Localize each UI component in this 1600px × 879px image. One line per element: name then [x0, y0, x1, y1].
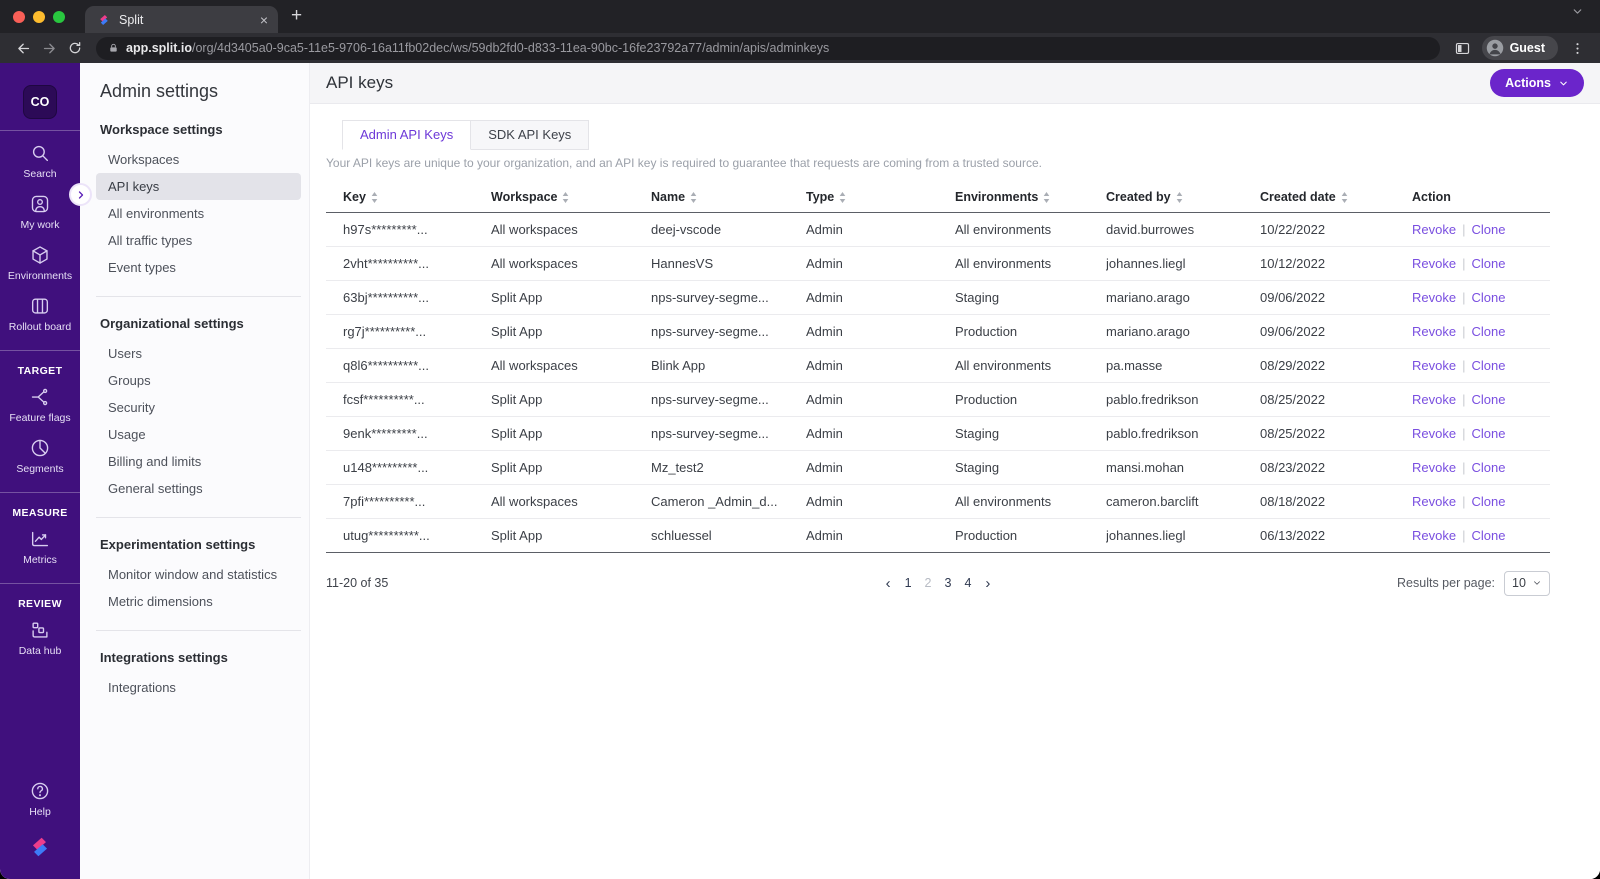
clone-link[interactable]: Clone	[1471, 290, 1506, 305]
browser-menu-kebab-icon[interactable]	[1564, 36, 1590, 60]
clone-link[interactable]: Clone	[1471, 256, 1506, 271]
macos-window-controls	[0, 11, 79, 33]
cell-created-by: david.burrowes	[1106, 222, 1195, 237]
settings-nav-divider	[96, 517, 301, 518]
sidebar-divider	[0, 130, 80, 131]
cell-environments: Production	[955, 324, 1018, 339]
cell-key: utug**********...	[343, 528, 430, 543]
cell-type: Admin	[806, 460, 843, 475]
cell-key: 9enk*********...	[343, 426, 428, 441]
cell-created-by: pablo.fredrikson	[1106, 392, 1199, 407]
cell-created-date: 08/23/2022	[1260, 460, 1326, 475]
sidebar-item-rollout-board[interactable]	[0, 288, 80, 339]
column-label: Created by	[1106, 190, 1171, 204]
lock-icon	[108, 42, 119, 54]
sidebar-item-label: Environments	[7, 270, 73, 282]
cell-type: Admin	[806, 494, 843, 509]
cell-action	[1412, 460, 1550, 475]
pager	[326, 576, 1550, 591]
split-logo[interactable]	[27, 834, 53, 865]
revoke-link[interactable]: Revoke	[1412, 222, 1457, 237]
clone-link[interactable]: Clone	[1471, 494, 1506, 509]
settings-nav-item-security[interactable]: Security	[108, 400, 155, 415]
column-label: Action	[1412, 190, 1451, 204]
actions-button-label: Actions	[1505, 76, 1551, 90]
settings-nav-item-users[interactable]: Users	[108, 346, 142, 361]
cell-key: h97s*********...	[343, 222, 428, 237]
page-header	[310, 63, 1600, 104]
column-label: Environments	[955, 190, 1039, 204]
cell-created-date: 08/25/2022	[1260, 392, 1326, 407]
action-separator: |	[1462, 392, 1466, 407]
cell-type: Admin	[806, 256, 843, 271]
cell-action	[1412, 222, 1550, 237]
browser-toolbar	[0, 33, 1600, 63]
api-keys-table	[326, 182, 1550, 553]
sidebar-item-label: My work	[20, 219, 60, 231]
cell-created-date: 09/06/2022	[1260, 324, 1326, 339]
table-row	[326, 383, 1550, 417]
results-per-page-value: 10	[1512, 576, 1526, 590]
split-app	[0, 63, 1600, 879]
sidebar-item-data-hub[interactable]	[0, 612, 80, 663]
browser-tab[interactable]	[85, 6, 278, 33]
settings-nav-item-all-traffic-types[interactable]: All traffic types	[108, 233, 193, 248]
cell-workspace: All workspaces	[491, 358, 578, 373]
cell-created-date: 08/18/2022	[1260, 494, 1326, 509]
settings-group-integrations-settings: Integrations settings	[100, 650, 228, 665]
cell-created-by: mansi.mohan	[1106, 460, 1185, 475]
cell-created-by: johannes.liegl	[1106, 256, 1186, 271]
column-label: Created date	[1260, 190, 1336, 204]
column-header-name[interactable]	[651, 190, 806, 204]
revoke-link[interactable]: Revoke	[1412, 460, 1457, 475]
tab-title: Split	[119, 12, 144, 27]
cell-environments: Production	[955, 392, 1018, 407]
cell-created-date: 10/22/2022	[1260, 222, 1326, 237]
cell-key: fcsf**********...	[343, 392, 425, 407]
table-row	[326, 417, 1550, 451]
browser-tabstrip	[0, 0, 1600, 33]
settings-group-organizational-settings: Organizational settings	[100, 316, 244, 331]
action-separator: |	[1462, 528, 1466, 543]
page-title: API keys	[326, 73, 394, 92]
my-work-icon	[29, 193, 51, 215]
forward-icon[interactable]	[36, 36, 62, 60]
cell-created-date: 10/12/2022	[1260, 256, 1326, 271]
settings-nav-title: Admin settings	[100, 81, 219, 101]
column-label: Workspace	[491, 190, 558, 204]
cell-created-by: mariano.arago	[1106, 290, 1190, 305]
settings-nav-item-billing-and-limits[interactable]: Billing and limits	[108, 454, 202, 469]
cell-action	[1412, 324, 1550, 339]
cell-created-by: pa.masse	[1106, 358, 1163, 373]
table-row	[326, 485, 1550, 519]
sidebar-item-label: Segments	[16, 463, 64, 475]
tab-admin-api-keys[interactable]: Admin API Keys	[342, 120, 471, 150]
cell-environments: All environments	[955, 358, 1052, 373]
settings-group-workspace-settings: Workspace settings	[100, 122, 223, 137]
revoke-link[interactable]: Revoke	[1412, 494, 1457, 509]
cell-type: Admin	[806, 324, 843, 339]
cell-action	[1412, 256, 1550, 271]
column-header-workspace[interactable]	[491, 190, 651, 204]
cell-key: rg7j**********...	[343, 324, 427, 339]
sidebar-item-search[interactable]	[0, 135, 80, 186]
cell-key: 2vht**********...	[343, 256, 429, 271]
settings-nav-groups	[80, 122, 309, 701]
api-keys-description: Your API keys are unique to your organization, and an API key is required to guarantee that requests are coming from a trusted source.	[326, 156, 1042, 170]
settings-nav-item-integrations[interactable]: Integrations	[108, 680, 176, 695]
table-row	[326, 315, 1550, 349]
cell-created-by: johannes.liegl	[1106, 528, 1186, 543]
settings-nav-item-api-keys[interactable]: API keys	[96, 173, 301, 200]
action-separator: |	[1462, 222, 1466, 237]
clone-link[interactable]: Clone	[1471, 222, 1506, 237]
results-per-page	[1397, 571, 1550, 596]
settings-nav-item-general-settings[interactable]: General settings	[108, 481, 203, 496]
side-panel-icon[interactable]	[1450, 36, 1476, 60]
revoke-link[interactable]: Revoke	[1412, 290, 1457, 305]
cell-workspace: Split App	[491, 426, 543, 441]
results-range-label: 11-20 of 35	[326, 576, 389, 590]
cell-environments: Staging	[955, 460, 1000, 475]
revoke-link[interactable]: Revoke	[1412, 392, 1457, 407]
table-row	[326, 281, 1550, 315]
sidebar-section-review: REVIEW	[18, 598, 62, 610]
admin-settings-nav	[80, 63, 310, 879]
cell-type: Admin	[806, 358, 843, 373]
sidebar-item-label: Feature flags	[9, 412, 71, 424]
settings-nav-item-usage[interactable]: Usage	[108, 427, 146, 442]
search-icon	[29, 142, 51, 164]
sort-icon[interactable]	[690, 192, 697, 203]
sidebar-item-environments[interactable]	[0, 237, 80, 288]
column-header-created-date[interactable]	[1260, 190, 1412, 204]
browser-profile-button[interactable]	[1482, 36, 1558, 60]
split-favicon	[97, 13, 111, 27]
settings-nav-divider	[96, 630, 301, 631]
cell-key: 63bj**********...	[343, 290, 430, 305]
table-row	[326, 349, 1550, 383]
rollout-board-icon	[29, 295, 51, 317]
settings-nav-item-groups[interactable]: Groups	[108, 373, 151, 388]
cell-name: Blink App	[651, 358, 706, 373]
minimize-window-button[interactable]	[33, 11, 45, 23]
url-text	[126, 41, 829, 55]
sidebar-section-measure: MEASURE	[12, 507, 68, 519]
primary-sidebar	[0, 63, 80, 879]
sidebar-bottom	[0, 773, 80, 879]
cell-name: schluessel	[651, 528, 712, 543]
feature-flags-icon	[29, 386, 51, 408]
clone-link[interactable]: Clone	[1471, 324, 1506, 339]
cell-environments: All environments	[955, 494, 1052, 509]
fullscreen-window-button[interactable]	[53, 11, 65, 23]
segments-icon	[29, 437, 51, 459]
sidebar-item-help[interactable]	[0, 773, 80, 824]
column-header-key[interactable]	[326, 190, 491, 204]
cell-type: Admin	[806, 392, 843, 407]
sort-icon[interactable]	[562, 192, 569, 203]
settings-nav-item-workspaces[interactable]: Workspaces	[108, 152, 180, 167]
column-header-type[interactable]	[806, 190, 955, 204]
action-separator: |	[1462, 324, 1466, 339]
action-separator: |	[1462, 426, 1466, 441]
cell-workspace: Split App	[491, 392, 543, 407]
settings-nav-item-event-types[interactable]: Event types	[108, 260, 176, 275]
table-row	[326, 247, 1550, 281]
cell-type: Admin	[806, 528, 843, 543]
page-3[interactable]: 3	[944, 576, 952, 590]
page-1[interactable]: 1	[904, 576, 912, 590]
cell-environments: Staging	[955, 426, 1000, 441]
close-window-button[interactable]	[13, 11, 25, 23]
url-bar[interactable]	[96, 37, 1440, 60]
cell-created-date: 09/06/2022	[1260, 290, 1326, 305]
cell-name: nps-survey-segme...	[651, 392, 769, 407]
sidebar-item-feature-flags[interactable]	[0, 379, 80, 430]
cell-created-by: pablo.fredrikson	[1106, 426, 1199, 441]
cell-type: Admin	[806, 222, 843, 237]
column-label: Type	[806, 190, 835, 204]
column-label: Name	[651, 190, 686, 204]
sort-icon[interactable]	[839, 192, 846, 203]
sidebar-divider	[0, 492, 80, 493]
sort-icon[interactable]	[1043, 192, 1050, 203]
cell-name: nps-survey-segme...	[651, 426, 769, 441]
cell-workspace: All workspaces	[491, 256, 578, 271]
clone-link[interactable]: Clone	[1471, 358, 1506, 373]
cell-key: u148*********...	[343, 460, 429, 475]
sidebar-divider	[0, 350, 80, 351]
api-key-tabs	[326, 120, 1550, 150]
sidebar-item-label: Help	[29, 806, 51, 818]
cell-type: Admin	[806, 290, 843, 305]
cell-environments: Production	[955, 528, 1018, 543]
results-per-page-select[interactable]	[1504, 571, 1550, 596]
revoke-link[interactable]: Revoke	[1412, 528, 1457, 543]
sidebar-item-label: Data hub	[18, 645, 62, 657]
workspace-switcher[interactable]: CO	[23, 85, 57, 119]
avatar	[1486, 39, 1504, 57]
cell-name: nps-survey-segme...	[651, 290, 769, 305]
chevron-down-icon	[1558, 78, 1569, 89]
pagination-bar	[326, 570, 1550, 596]
tab-close-icon[interactable]: ×	[259, 11, 268, 28]
settings-group-experimentation-settings: Experimentation settings	[100, 537, 256, 552]
cell-workspace: Split App	[491, 460, 543, 475]
tab-sdk-api-keys[interactable]: SDK API Keys	[471, 120, 589, 150]
cell-action	[1412, 392, 1550, 407]
cell-workspace: Split App	[491, 324, 543, 339]
cell-created-date: 08/29/2022	[1260, 358, 1326, 373]
cell-created-date: 08/25/2022	[1260, 426, 1326, 441]
table-header-row	[326, 182, 1550, 213]
cell-workspace: Split App	[491, 290, 543, 305]
action-separator: |	[1462, 290, 1466, 305]
revoke-link[interactable]: Revoke	[1412, 256, 1457, 271]
sidebar-divider	[0, 583, 80, 584]
cell-action	[1412, 426, 1550, 441]
pagination-prev-icon[interactable]: ‹	[885, 574, 891, 592]
revoke-link[interactable]: Revoke	[1412, 358, 1457, 373]
sidebar-item-label: Rollout board	[8, 321, 72, 333]
back-icon[interactable]	[10, 36, 36, 60]
table-row	[326, 519, 1550, 553]
sidebar-item-metrics[interactable]	[0, 521, 80, 572]
url-domain: app.split.io	[126, 41, 192, 55]
sort-icon[interactable]	[1341, 192, 1348, 203]
page-4[interactable]: 4	[964, 576, 972, 590]
cell-name: Mz_test2	[651, 460, 704, 475]
clone-link[interactable]: Clone	[1471, 392, 1506, 407]
cell-name: HannesVS	[651, 256, 714, 271]
clone-link[interactable]: Clone	[1471, 460, 1506, 475]
action-separator: |	[1462, 460, 1466, 475]
reload-icon[interactable]	[62, 36, 88, 60]
sidebar-item-segments[interactable]	[0, 430, 80, 481]
cell-environments: All environments	[955, 256, 1052, 271]
column-header-environments[interactable]	[955, 190, 1106, 204]
data-hub-icon	[29, 619, 51, 641]
actions-button[interactable]	[1490, 69, 1584, 97]
table-row	[326, 451, 1550, 485]
table-body	[326, 213, 1550, 553]
column-label: Key	[343, 190, 366, 204]
sort-icon[interactable]	[371, 192, 378, 203]
sort-icon[interactable]	[1176, 192, 1183, 203]
tab-search-chevron-icon[interactable]	[1571, 5, 1600, 33]
cell-key: 7pfi**********...	[343, 494, 426, 509]
clone-link[interactable]: Clone	[1471, 426, 1506, 441]
results-per-page-label: Results per page:	[1397, 576, 1495, 590]
sidebar-expand-button[interactable]	[69, 183, 92, 206]
cell-workspace: All workspaces	[491, 222, 578, 237]
cell-environments: All environments	[955, 222, 1052, 237]
settings-nav-item-metric-dimensions[interactable]: Metric dimensions	[108, 594, 213, 609]
settings-nav-item-all-environments[interactable]: All environments	[108, 206, 205, 221]
settings-nav-divider	[96, 296, 301, 297]
action-separator: |	[1462, 256, 1466, 271]
cell-name: Cameron _Admin_d...	[651, 494, 778, 509]
column-header-created-by[interactable]	[1106, 190, 1260, 204]
clone-link[interactable]: Clone	[1471, 528, 1506, 543]
cell-created-by: cameron.barclift	[1106, 494, 1199, 509]
action-separator: |	[1462, 358, 1466, 373]
page-2: 2	[924, 576, 932, 590]
sidebar-item-label: Metrics	[23, 554, 57, 566]
environments-icon	[29, 244, 51, 266]
cell-key: q8l6**********...	[343, 358, 430, 373]
primary-sidebar-nav	[0, 135, 80, 663]
profile-label: Guest	[1509, 41, 1545, 55]
table-row	[326, 213, 1550, 247]
cell-created-date: 06/13/2022	[1260, 528, 1326, 543]
sidebar-item-my-work[interactable]	[0, 186, 80, 237]
url-path: /org/4d3405a0-9ca5-11e5-9706-16a11fb02dec/ws/59db2fd0-d833-11ea-90bc-16fe23792a77/admin/apis/adminkeys	[191, 41, 830, 55]
help-icon	[29, 780, 51, 802]
cell-created-by: mariano.arago	[1106, 324, 1190, 339]
main-content	[310, 63, 1600, 879]
cell-name: nps-survey-segme...	[651, 324, 769, 339]
revoke-link[interactable]: Revoke	[1412, 324, 1457, 339]
action-separator: |	[1462, 494, 1466, 509]
cell-action	[1412, 494, 1550, 509]
page-numbers	[905, 576, 972, 590]
cell-action	[1412, 358, 1550, 373]
metrics-icon	[29, 528, 51, 550]
revoke-link[interactable]: Revoke	[1412, 426, 1457, 441]
column-header-action	[1412, 190, 1550, 204]
pagination-next-icon[interactable]: ›	[985, 574, 991, 592]
cell-environments: Staging	[955, 290, 1000, 305]
cell-workspace: All workspaces	[491, 494, 578, 509]
cell-action	[1412, 290, 1550, 305]
content-body	[310, 104, 1600, 596]
chevron-down-icon	[1532, 578, 1542, 588]
cell-action	[1412, 528, 1550, 543]
cell-type: Admin	[806, 426, 843, 441]
sidebar-item-label: Search	[23, 168, 57, 180]
sidebar-section-target: TARGET	[17, 365, 63, 377]
cell-name: deej-vscode	[651, 222, 722, 237]
new-tab-button[interactable]: +	[291, 5, 303, 26]
settings-nav-item-monitor-window-and-statistics[interactable]: Monitor window and statistics	[108, 567, 278, 582]
cell-workspace: Split App	[491, 528, 543, 543]
